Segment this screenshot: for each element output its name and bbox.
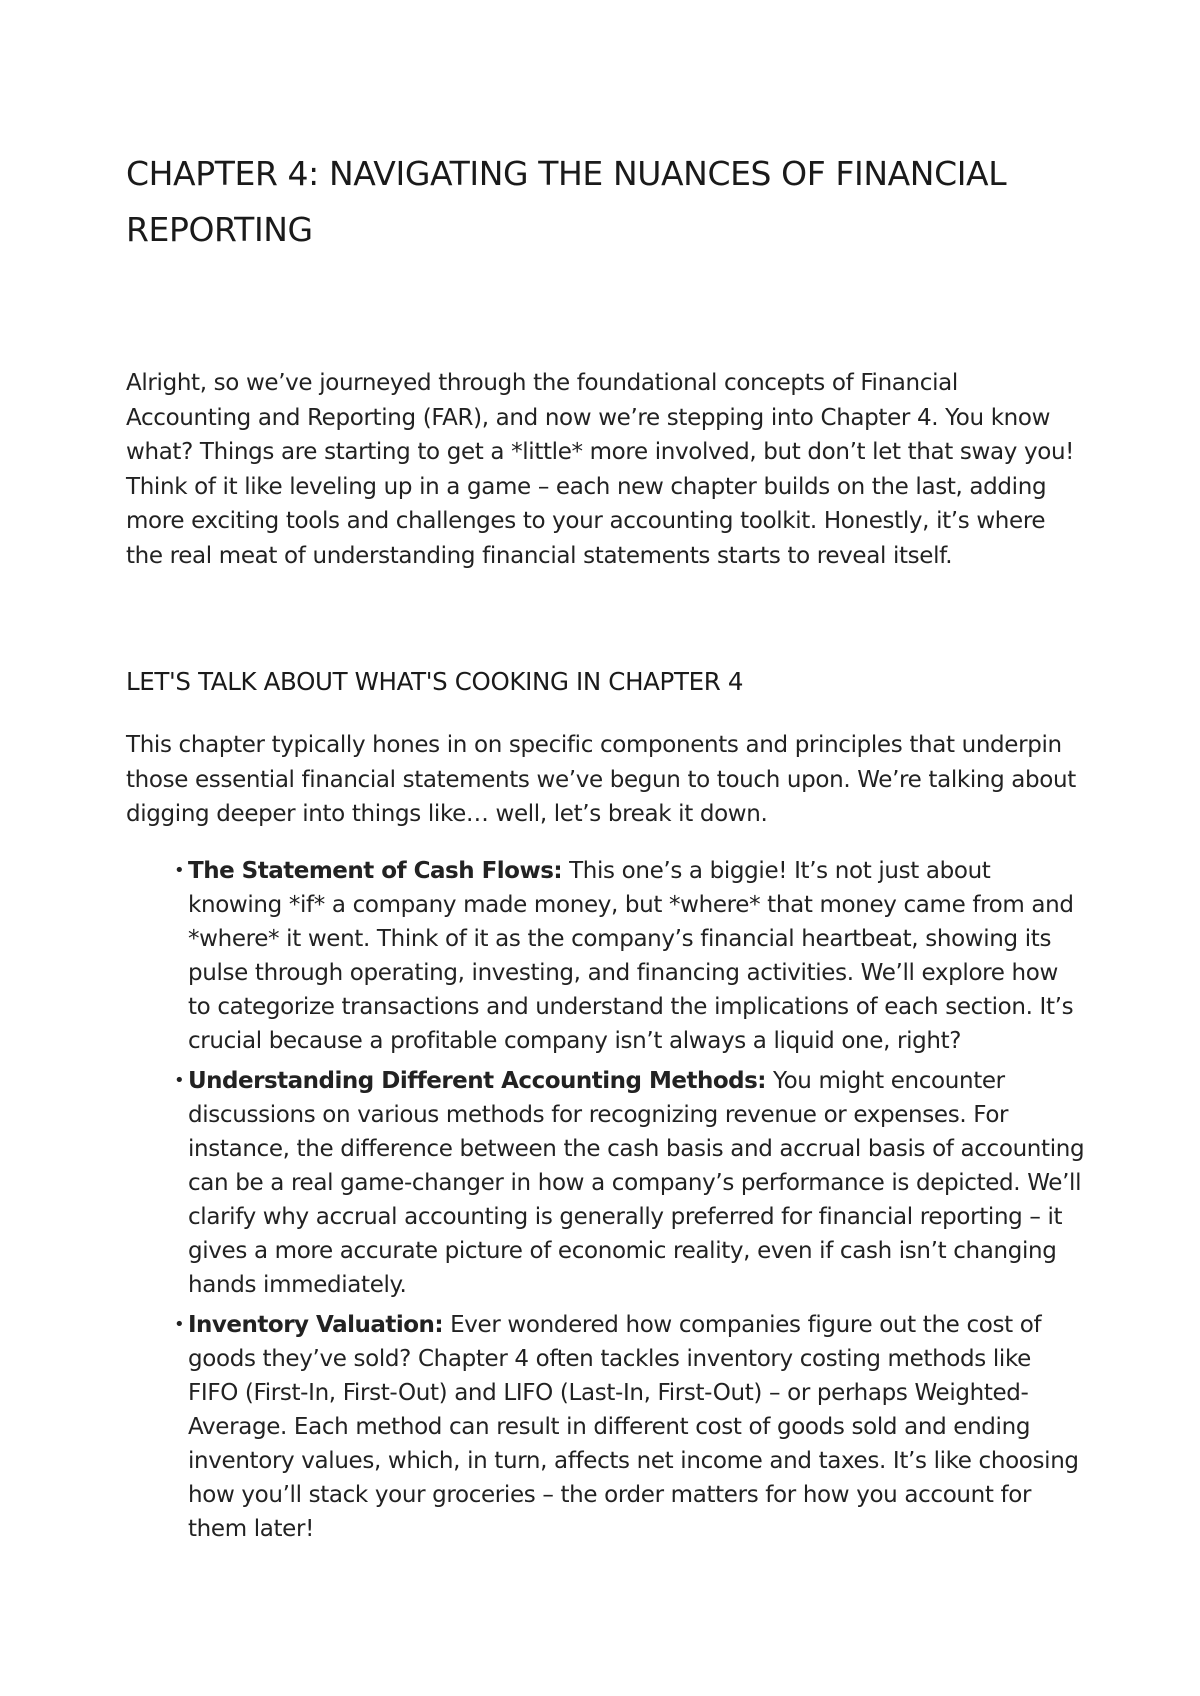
bullet-item-cash-flows: [174, 854, 1086, 1058]
bullet-marker: •: [174, 859, 185, 881]
bullet-text: This one’s a biggie! It’s not just about knowing *if* a company made money, but *where* that money came from and *where* it went. Think of it as the company’s financial heartbeat, showing its pulse through operating, investing, and financing activities. We’ll explore how to categorize transactions and understand the implications of each section. It’s crucial because a profitable company isn’t always a liquid one, right?: [188, 857, 1074, 1054]
bullet-marker: •: [174, 1313, 185, 1335]
section-heading: LET'S TALK ABOUT WHAT'S COOKING IN CHAPTER 4: [126, 667, 744, 696]
chapter-title: CHAPTER 4: NAVIGATING THE NUANCES OF FINANCIAL REPORTING: [126, 154, 1007, 249]
bullet-text: Ever wondered how companies figure out the cost of goods they’ve sold? Chapter 4 often tackles inventory costing methods like FIFO (First-In, First-Out) and LIFO (Last-In, First-Out) – or perhaps Weighted-Average. Each method can result in different cost of goods sold and ending inventory values, which, in turn, affects net income and taxes. It’s like choosing how you’ll stack your groceries – the order matters for how you account for them later!: [188, 1311, 1079, 1542]
bullet-term: The Statement of Cash Flows:: [188, 857, 563, 884]
intro-paragraph: Alright, so we’ve journeyed through the foundational concepts of Financial Accounting and Reporting (FAR), and now we’re stepping into Chapter 4. You know what? Things are starting to get a *little* more involved, but don’t let that sway you! Think of it like leveling up in a game – each new chapter builds on the last, adding more exciting tools and challenges to your accounting toolkit. Honestly, it’s where the real meat of understanding financial statements starts to reveal itself.: [126, 370, 1075, 569]
bullet-term: Understanding Different Accounting Methods:: [188, 1067, 766, 1094]
bullet-marker: •: [174, 1069, 185, 1091]
bullet-item-accounting-methods: [174, 1064, 1086, 1302]
bullet-text: You might encounter discussions on various methods for recognizing revenue or expenses. For instance, the difference between the cash basis and accrual basis of accounting can be a real game-changer in how a company’s performance is depicted. We’ll clarify why accrual accounting is generally preferred for financial reporting – it gives a more accurate picture of economic reality, even if cash isn’t changing hands immediately.: [188, 1067, 1085, 1298]
bullet-item-inventory-valuation: [174, 1308, 1086, 1546]
bullet-term: Inventory Valuation:: [188, 1311, 444, 1338]
section-paragraph: This chapter typically hones in on specific components and principles that underpin those essential financial statements we’ve begun to touch upon. We’re talking about digging deeper into things like… well, let’s break it down.: [126, 732, 1076, 827]
bullet-list: [126, 854, 1086, 1546]
document-page: [126, 146, 1086, 1552]
